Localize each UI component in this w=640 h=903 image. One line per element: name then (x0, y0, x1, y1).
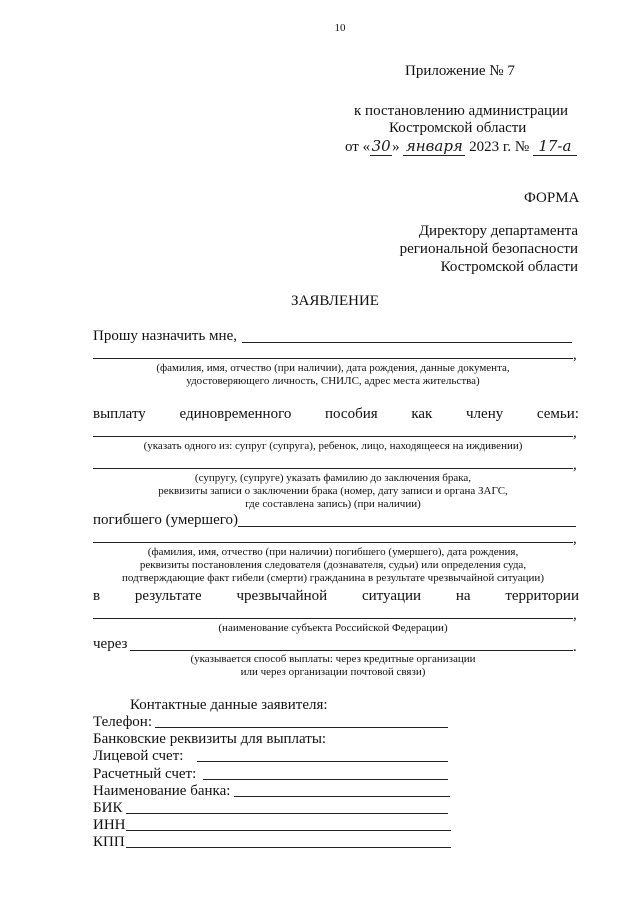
inn-fill-line (126, 830, 451, 831)
bank-name-label: Наименование банка: (93, 783, 231, 799)
addressee-line-1: Директору департамента (418, 223, 578, 239)
marriage-fill-line (93, 468, 573, 469)
payment-word: выплату (93, 406, 146, 422)
hint-relation: (указать одного из: супруг (супруга), ребенок, лицо, находящееся на иждивении) (143, 440, 523, 452)
personal-account-fill-line (197, 761, 448, 762)
payment-word: семьи: (536, 406, 579, 422)
relation-fill-line (93, 436, 573, 437)
emergency-word: территории (505, 588, 579, 604)
via-text: через (93, 636, 128, 652)
emergency-word: результате (134, 588, 202, 604)
request-fill-line (242, 342, 572, 343)
region-fill-line (93, 618, 573, 619)
hint-marriage-2: реквизиты записи о заключении брака (номер, дату записи и органа ЗАГС, (158, 485, 508, 497)
emergency-word: в (93, 588, 101, 604)
hint-marriage-3: где составлена запись) (при наличии) (245, 498, 421, 510)
hint-marriage-1: (супругу, (супруге) указать фамилию до заключения брака, (194, 472, 472, 484)
emergency-word: ситуации (361, 588, 422, 604)
payment-word: как (411, 406, 433, 422)
appendix-title: Приложение № 7 (405, 63, 515, 79)
appendix-date-line (345, 137, 577, 156)
emergency-word: чрезвычайной (236, 588, 328, 604)
kpp-label: КПП (93, 834, 125, 850)
doc-number-handwritten: 17-а (533, 137, 577, 156)
bik-label: БИК (93, 800, 123, 816)
inn-label: ИНН (93, 817, 126, 833)
phone-label: Телефон: (93, 714, 152, 730)
via-fill-line (130, 650, 573, 651)
deceased-details-fill-line (93, 542, 573, 543)
date-year: 2023 г. № (469, 139, 530, 155)
person-comma: , (573, 347, 577, 363)
hint-deceased-3: подтверждающие факт гибели (смерти) гражданина в результате чрезвычайной ситуации) (122, 572, 544, 584)
hint-person-1: (фамилия, имя, отчество (при наличии), дата рождения, данные документа, (156, 362, 510, 374)
settlement-account-label: Расчетный счет: (93, 766, 197, 782)
personal-account-label: Лицевой счет: (93, 748, 184, 764)
hint-deceased-1: (фамилия, имя, отчество (при наличии) погибшего (умершего), дата рождения, (147, 546, 519, 558)
deceased-text: погибшего (умершего) (93, 512, 239, 528)
payment-row (93, 405, 579, 423)
hint-method-1: (указывается способ выплаты: через кредитные организации (190, 653, 476, 665)
deceased-comma: , (573, 531, 577, 547)
date-day-handwritten: 30 (371, 137, 391, 155)
payment-word: единовременного (179, 406, 292, 422)
payment-word: члену (466, 406, 504, 422)
date-mid: » (392, 139, 400, 155)
hint-deceased-2: реквизиты постановления следователя (дознавателя, судьи) или определения суда, (139, 559, 527, 571)
date-month-handwritten: января (403, 137, 465, 156)
hint-region: (наименование субъекта Российской Федерации) (218, 622, 448, 634)
settlement-account-fill-line (203, 779, 448, 780)
hint-method-2: или через организации почтовой связи) (240, 666, 426, 678)
deceased-fill-line (238, 526, 576, 527)
bank-header: Банковские реквизиты для выплаты: (93, 731, 327, 747)
kpp-fill-line (126, 847, 451, 848)
phone-fill-line (155, 727, 448, 728)
emergency-word: на (455, 588, 471, 604)
appendix-line-2: Костромской области (389, 120, 527, 136)
contacts-header: Контактные данные заявителя: (130, 697, 328, 713)
payment-word: пособия (325, 406, 378, 422)
addressee-line-2: региональной безопасности (399, 241, 578, 257)
appendix-line-1: к постановлению администрации (354, 103, 569, 119)
relation-comma: , (573, 425, 577, 441)
document-title: ЗАЯВЛЕНИЕ (291, 293, 379, 309)
addressee-line-3: Костромской области (440, 259, 578, 275)
bank-name-fill-line (234, 796, 450, 797)
page-number: 10 (334, 22, 346, 34)
emergency-row (93, 587, 579, 605)
request-text: Прошу назначить мне, (93, 328, 237, 344)
via-period: . (573, 639, 577, 655)
person-fill-line (93, 358, 573, 359)
date-prefix: от « (345, 139, 371, 155)
marriage-comma: , (573, 457, 577, 473)
region-comma: , (573, 607, 577, 623)
bik-fill-line (126, 813, 448, 814)
hint-person-2: удостоверяющего личность, СНИЛС, адрес места жительства) (186, 375, 480, 387)
form-label: ФОРМА (524, 190, 580, 206)
